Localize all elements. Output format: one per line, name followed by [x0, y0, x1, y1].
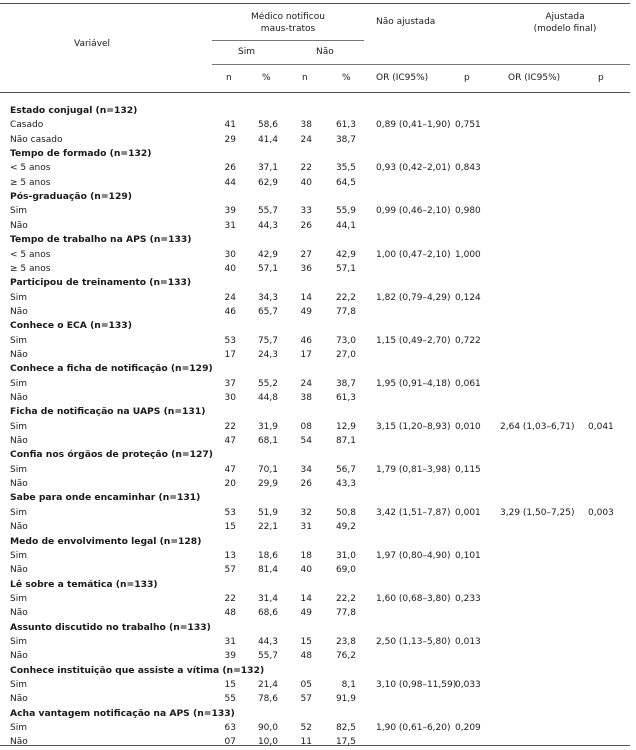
- cell-or: 1,97 (0,80–4,90): [376, 550, 451, 561]
- cell-p1: 22,1: [257, 522, 278, 533]
- group-title: Pós-graduação (n=129): [10, 191, 132, 203]
- cell-p: 1,000: [455, 249, 481, 260]
- cell-p1: 44,3: [257, 636, 278, 647]
- row-label: Não: [10, 479, 28, 490]
- cell-n2: 17: [300, 349, 312, 360]
- cell-p2: 82,5: [335, 723, 356, 734]
- header-nao: Não: [316, 47, 334, 57]
- row-label: Sim: [10, 636, 27, 647]
- cell-p1: 10,0: [257, 737, 278, 748]
- row-label: Não casado: [10, 134, 63, 145]
- cell-p2: 61,3: [335, 393, 356, 403]
- cell-n1: 15: [224, 522, 236, 533]
- cell-n1: 57: [224, 565, 236, 576]
- cell-p: 0,751: [455, 120, 481, 131]
- cell-n2: 11: [300, 737, 312, 748]
- row-label: Não: [10, 565, 28, 576]
- row-label: Sim: [10, 680, 27, 690]
- cell-n2: 14: [300, 593, 312, 604]
- cell-n1: 31: [224, 636, 236, 647]
- group-title: Confia nos órgãos de proteção (n=127): [10, 449, 213, 461]
- cell-p2: 77,8: [335, 608, 356, 619]
- cell-p2: 44,1: [335, 220, 356, 231]
- cell-p: 0,209: [455, 723, 481, 734]
- medico-subheader-rule: [212, 40, 364, 41]
- cell-n2: 40: [300, 177, 312, 188]
- header-or: OR (IC95%): [376, 73, 429, 83]
- cell-or: 1,60 (0,68–3,80): [376, 593, 451, 604]
- cell-p2: 12,9: [335, 421, 356, 432]
- cell-p2: 55,9: [335, 206, 356, 217]
- cell-n2: 15: [300, 636, 312, 647]
- header-p: p: [464, 73, 470, 83]
- cell-p1: 31,9: [257, 421, 278, 432]
- cell-p1: 70,1: [257, 464, 278, 475]
- cell-p2: 23,8: [335, 636, 356, 647]
- group-title: Ficha de notificação na UAPS (n=131): [10, 406, 206, 418]
- cell-p2: 27,0: [335, 349, 356, 360]
- row-label: < 5 anos: [10, 249, 51, 260]
- row-label: Sim: [10, 464, 27, 475]
- cell-p1: 81,4: [257, 565, 278, 576]
- cell-or: 3,15 (1,20–8,93): [376, 421, 451, 432]
- header-medico-line1: Médico notificou: [251, 12, 325, 22]
- cell-p1: 68,1: [257, 436, 278, 447]
- cell-n2: 18: [300, 550, 312, 561]
- header-bottom-rule: [0, 92, 630, 93]
- group-title: Conhece instituição que assiste a vítima (n=132): [10, 664, 265, 676]
- cell-p2: 43,3: [335, 479, 356, 490]
- cell-p1: 55,2: [257, 378, 278, 389]
- row-label: Sim: [10, 421, 27, 432]
- cell-or: 3,10 (0,98–11,59): [376, 680, 457, 690]
- cell-n2: 22: [300, 163, 312, 174]
- cell-p2: 22,2: [335, 292, 356, 303]
- cell-n2: 40: [300, 565, 312, 576]
- cell-p: 0,061: [455, 378, 481, 389]
- cell-p: 0,722: [455, 335, 481, 346]
- cell-ap: 0,041: [588, 421, 614, 432]
- cell-n1: 13: [224, 550, 236, 561]
- row-label: Não: [10, 651, 28, 662]
- cell-n1: 37: [224, 378, 236, 389]
- cell-n1: 41: [224, 120, 236, 131]
- cell-p2: 38,7: [335, 134, 356, 145]
- cell-n2: 08: [300, 421, 312, 432]
- cell-or: 1,15 (0,49–2,70): [376, 335, 451, 346]
- row-label: Sim: [10, 292, 27, 303]
- cell-p: 0,124: [455, 292, 481, 303]
- cell-p1: 29,9: [257, 479, 278, 490]
- row-label: Não: [10, 393, 28, 403]
- cell-n1: 29: [224, 134, 236, 145]
- cell-p1: 51,9: [257, 507, 278, 518]
- header-variavel: Variável: [74, 39, 111, 49]
- group-title: Medo de envolvimento legal (n=128): [10, 535, 202, 547]
- header-nao-ajustada: Não ajustada: [376, 17, 436, 27]
- cell-p1: 62,9: [257, 177, 278, 188]
- header-sim: Sim: [238, 47, 255, 57]
- group-title: Tempo de trabalho na APS (n=133): [10, 234, 192, 246]
- cell-n2: 36: [300, 263, 312, 274]
- cell-ap: 0,003: [588, 507, 614, 518]
- table-top-rule: [0, 3, 630, 4]
- header-medico-line2: maus-tratos: [260, 24, 316, 34]
- cell-n1: 39: [224, 651, 236, 662]
- cell-p2: 31,0: [335, 550, 356, 561]
- cell-n1: 31: [224, 220, 236, 231]
- cell-n1: 53: [224, 335, 236, 346]
- cell-p: 0,013: [455, 636, 481, 647]
- cell-n1: 53: [224, 507, 236, 518]
- group-title: Lê sobre a temática (n=133): [10, 578, 158, 590]
- row-label: Sim: [10, 507, 27, 518]
- header-n2: n: [302, 73, 308, 83]
- row-label: Casado: [10, 120, 44, 131]
- cell-n1: 07: [224, 737, 236, 748]
- cell-p2: 42,9: [335, 249, 356, 260]
- cell-n2: 26: [300, 479, 312, 490]
- cell-p2: 61,3: [335, 120, 356, 131]
- cell-p1: 41,4: [257, 134, 278, 145]
- cell-p: 0,101: [455, 550, 481, 561]
- cell-n1: 26: [224, 163, 236, 174]
- cell-n1: 46: [224, 306, 236, 317]
- header-aor: OR (IC95%): [508, 73, 561, 83]
- cell-p2: 91,9: [335, 694, 356, 705]
- row-label: Sim: [10, 335, 27, 346]
- cell-or: 0,89 (0,41–1,90): [376, 120, 451, 131]
- cell-p1: 44,8: [257, 393, 278, 403]
- cell-n2: 48: [300, 651, 312, 662]
- cell-n2: 24: [300, 134, 312, 145]
- cell-p2: 64,5: [335, 177, 356, 188]
- cell-p1: 55,7: [257, 206, 278, 217]
- cell-n1: 20: [224, 479, 236, 490]
- cell-or: 0,99 (0,46–2,10): [376, 206, 451, 217]
- cell-p1: 57,1: [257, 263, 278, 274]
- cell-or: 1,00 (0,47–2,10): [376, 249, 451, 260]
- cell-p1: 18,6: [257, 550, 278, 561]
- cell-p1: 65,7: [257, 306, 278, 317]
- cell-n1: 15: [224, 680, 236, 690]
- cell-n2: 38: [300, 393, 312, 403]
- cell-aor: 3,29 (1,50–7,25): [500, 507, 575, 518]
- row-label: < 5 anos: [10, 163, 51, 174]
- cell-p2: 57,1: [335, 263, 356, 274]
- cell-p2: 22,2: [335, 593, 356, 604]
- cell-p: 0,843: [455, 163, 481, 174]
- cell-p2: 8,1: [341, 680, 356, 690]
- cell-n1: 47: [224, 436, 236, 447]
- cell-p1: 44,3: [257, 220, 278, 231]
- cell-n1: 47: [224, 464, 236, 475]
- cell-p1: 31,4: [257, 593, 278, 604]
- cell-p: 0,001: [455, 507, 481, 518]
- cell-p: 0,010: [455, 421, 481, 432]
- row-label: Sim: [10, 593, 27, 604]
- cell-p1: 68,6: [257, 608, 278, 619]
- cell-p2: 38,7: [335, 378, 356, 389]
- cell-or: 2,50 (1,13–5,80): [376, 636, 451, 647]
- cell-p1: 37,1: [257, 163, 278, 174]
- cell-or: 0,93 (0,42–2,01): [376, 163, 451, 174]
- cell-p2: 69,0: [335, 565, 356, 576]
- row-label: Não: [10, 349, 28, 360]
- row-label: Não: [10, 306, 28, 317]
- cell-n2: 49: [300, 306, 312, 317]
- group-title: Assunto discutido no trabalho (n=133): [10, 621, 211, 633]
- cell-p1: 34,3: [257, 292, 278, 303]
- row-label: Sim: [10, 206, 27, 217]
- group-title: Tempo de formado (n=132): [10, 148, 152, 160]
- row-label: ≥ 5 anos: [10, 177, 51, 188]
- cell-n2: 54: [300, 436, 312, 447]
- header-pct1: %: [262, 73, 271, 83]
- cell-p1: 42,9: [257, 249, 278, 260]
- cell-n1: 48: [224, 608, 236, 619]
- cell-p2: 35,5: [335, 163, 356, 174]
- cell-n1: 22: [224, 593, 236, 604]
- cell-p2: 77,8: [335, 306, 356, 317]
- row-label: ≥ 5 anos: [10, 263, 51, 274]
- group-title: Acha vantagem notificação na APS (n=133): [10, 707, 235, 719]
- row-label: Não: [10, 522, 28, 533]
- row-label: Sim: [10, 550, 27, 561]
- cell-p1: 24,3: [257, 349, 278, 360]
- row-label: Não: [10, 694, 28, 705]
- row-label: Não: [10, 608, 28, 619]
- group-title: Conhece o ECA (n=133): [10, 320, 132, 332]
- header-pct2: %: [342, 73, 351, 83]
- cell-or: 1,90 (0,61–6,20): [376, 723, 451, 734]
- cell-n2: 49: [300, 608, 312, 619]
- cell-or: 1,82 (0,79–4,29): [376, 292, 451, 303]
- cell-n2: 14: [300, 292, 312, 303]
- cell-n1: 44: [224, 177, 236, 188]
- cell-p: 0,233: [455, 593, 481, 604]
- cell-n1: 17: [224, 349, 236, 360]
- cell-n2: 38: [300, 120, 312, 131]
- cell-p2: 87,1: [335, 436, 356, 447]
- table-bottom-rule: [0, 745, 630, 746]
- cell-p1: 75,7: [257, 335, 278, 346]
- cell-p2: 76,2: [335, 651, 356, 662]
- cell-n2: 24: [300, 378, 312, 389]
- cell-n1: 22: [224, 421, 236, 432]
- cell-n1: 55: [224, 694, 236, 705]
- cell-p2: 56,7: [335, 464, 356, 475]
- row-label: Não: [10, 737, 28, 748]
- cell-or: 1,95 (0,91–4,18): [376, 378, 451, 389]
- subheader-rule: [212, 64, 630, 65]
- cell-or: 1,79 (0,81–3,98): [376, 464, 451, 475]
- cell-n2: 31: [300, 522, 312, 533]
- group-title: Conhece a ficha de notificação (n=129): [10, 363, 213, 375]
- cell-n2: 27: [300, 249, 312, 260]
- cell-n1: 24: [224, 292, 236, 303]
- cell-n1: 39: [224, 206, 236, 217]
- cell-or: 3,42 (1,51–7,87): [376, 507, 451, 518]
- cell-p: 0,033: [455, 680, 481, 690]
- header-ajustada-line1: Ajustada: [545, 12, 585, 22]
- row-label: Sim: [10, 378, 27, 389]
- header-n1: n: [226, 73, 232, 83]
- cell-n1: 63: [224, 723, 236, 734]
- cell-n2: 05: [300, 680, 312, 690]
- cell-n2: 26: [300, 220, 312, 231]
- header-ajustada-line2: (modelo final): [533, 24, 597, 34]
- cell-n2: 32: [300, 507, 312, 518]
- cell-p2: 50,8: [335, 507, 356, 518]
- row-label: Não: [10, 220, 28, 231]
- cell-p1: 90,0: [257, 723, 278, 734]
- group-title: Sabe para onde encaminhar (n=131): [10, 492, 201, 504]
- cell-n2: 52: [300, 723, 312, 734]
- cell-n1: 30: [224, 393, 236, 403]
- group-title: Estado conjugal (n=132): [10, 105, 138, 116]
- cell-p1: 58,6: [257, 120, 278, 131]
- cell-n2: 33: [300, 206, 312, 217]
- cell-p2: 49,2: [335, 522, 356, 533]
- cell-n2: 57: [300, 694, 312, 705]
- cell-p: 0,115: [455, 464, 481, 475]
- cell-p2: 17,5: [335, 737, 356, 748]
- cell-p2: 73,0: [335, 335, 356, 346]
- row-label: Não: [10, 436, 28, 447]
- cell-n2: 34: [300, 464, 312, 475]
- cell-aor: 2,64 (1,03–6,71): [500, 421, 575, 432]
- group-title: Participou de treinamento (n=133): [10, 277, 192, 289]
- cell-p1: 55,7: [257, 651, 278, 662]
- cell-n1: 40: [224, 263, 236, 274]
- header-ap: p: [598, 73, 604, 83]
- cell-n1: 30: [224, 249, 236, 260]
- cell-p1: 21,4: [257, 680, 278, 690]
- cell-p: 0,980: [455, 206, 481, 217]
- cell-p1: 78,6: [257, 694, 278, 705]
- cell-n2: 46: [300, 335, 312, 346]
- row-label: Sim: [10, 723, 27, 734]
